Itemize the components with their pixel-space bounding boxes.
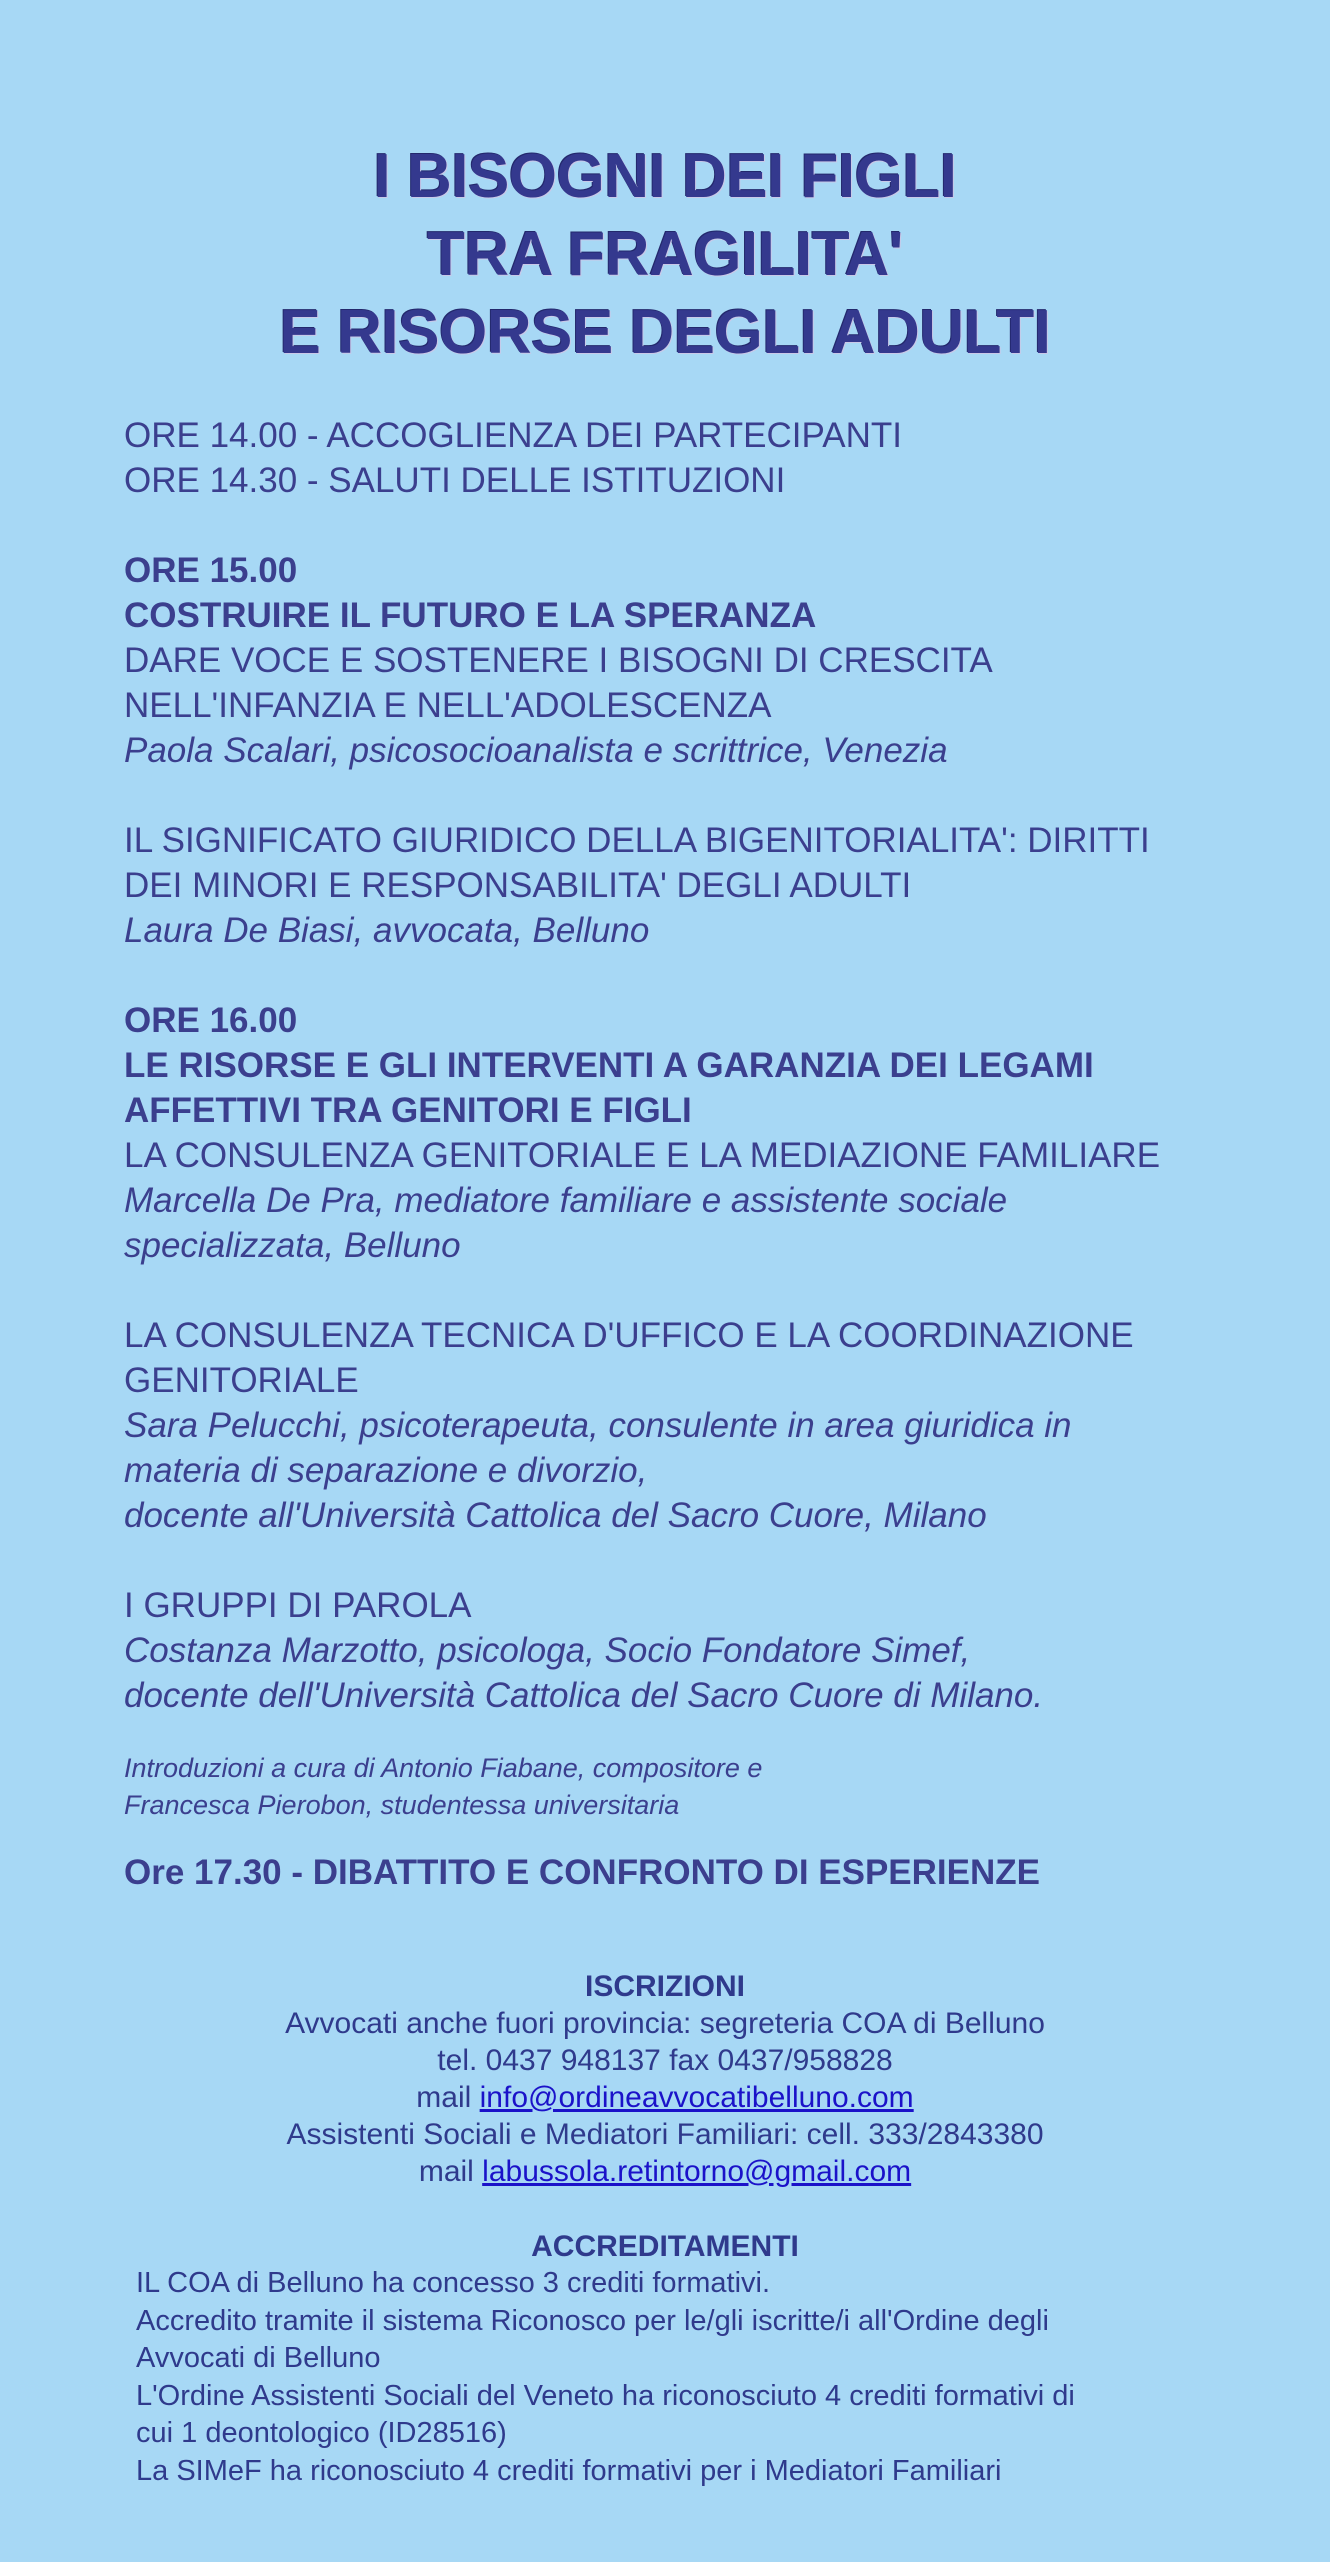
debate-session: Ore 17.30 - DIBATTITO E CONFRONTO DI ESPERIENZE <box>124 1853 1040 1892</box>
talk-title: DEI MINORI E RESPONSABILITA' DEGLI ADULTI <box>124 866 912 905</box>
session2-time: ORE 16.00 <box>124 1001 298 1040</box>
registration-heading: ISCRIZIONI <box>584 1970 745 2003</box>
mail-label: mail <box>418 2155 483 2188</box>
accreditation-heading: ACCREDITAMENTI <box>531 2230 799 2263</box>
accreditation-line: La SIMeF ha riconosciuto 4 crediti formativi per i Mediatori Familiari <box>136 2454 1002 2487</box>
session2-title: LE RISORSE E GLI INTERVENTI A GARANZIA DEI LEGAMI <box>124 1046 1094 1085</box>
speaker: specializzata, Belluno <box>124 1226 461 1265</box>
registration-mail-line <box>0 2153 1330 2190</box>
speaker: Sara Pelucchi, psicoterapeuta, consulente in area giuridica in <box>124 1406 1072 1445</box>
talk-title: DARE VOCE E SOSTENERE I BISOGNI DI CRESCITA <box>124 641 993 680</box>
accreditation-line: Avvocati di Belluno <box>136 2342 381 2374</box>
talk-title: LA CONSULENZA GENITORIALE E LA MEDIAZIONE FAMILIARE <box>124 1136 1161 1175</box>
session1-time: ORE 15.00 <box>124 551 298 590</box>
accreditation-line: Accredito tramite il sistema Riconosco per le/gli iscritte/i all'Ordine degli <box>136 2304 1049 2337</box>
speaker: materia di separazione e divorzio, <box>124 1451 648 1490</box>
registration-line: tel. 0437 948137 fax 0437/958828 <box>437 2044 893 2077</box>
schedule-greetings: ORE 14.30 - SALUTI DELLE ISTITUZIONI <box>124 461 786 500</box>
speaker: docente dell'Università Cattolica del Sacro Cuore di Milano. <box>124 1676 1044 1715</box>
schedule-welcome: ORE 14.00 - ACCOGLIENZA DEI PARTECIPANTI <box>124 416 902 455</box>
registration-mail-line <box>0 2079 1330 2116</box>
title-line: I BISOGNI DEI FIGLI <box>373 142 957 211</box>
session1-title: COSTRUIRE IL FUTURO E LA SPERANZA <box>124 596 817 635</box>
intro-note: Introduzioni a cura di Antonio Fiabane, compositore e <box>124 1753 763 1783</box>
talk-title: GENITORIALE <box>124 1361 359 1400</box>
title-line: E RISORSE DEGLI ADULTI <box>279 298 1051 367</box>
talk-title: NELL'INFANZIA E NELL'ADOLESCENZA <box>124 686 772 725</box>
accreditation-line: cui 1 deontologico (ID28516) <box>136 2417 507 2449</box>
page-title <box>0 138 1330 372</box>
intro-note: Francesca Pierobon, studentessa universitaria <box>124 1790 680 1820</box>
title-line: TRA FRAGILITA' <box>426 220 904 289</box>
talk-title: I GRUPPI DI PAROLA <box>124 1586 472 1625</box>
accreditation-line: L'Ordine Assistenti Sociali del Veneto ha riconosciuto 4 crediti formativi di <box>136 2379 1075 2412</box>
email-link-social[interactable]: labussola.retintorno@gmail.com <box>482 2155 912 2188</box>
accreditation-line: IL COA di Belluno ha concesso 3 crediti formativi. <box>136 2267 771 2299</box>
speaker: docente all'Università Cattolica del Sacro Cuore, Milano <box>124 1496 987 1535</box>
accreditation-section <box>136 2265 1246 2490</box>
registration-line: Assistenti Sociali e Mediatori Familiari: cell. 333/2843380 <box>286 2118 1044 2151</box>
program <box>124 413 1244 1895</box>
speaker: Marcella De Pra, mediatore familiare e assistente sociale <box>124 1181 1008 1220</box>
registration-section <box>0 1968 1330 2190</box>
registration-line: Avvocati anche fuori provincia: segreteria COA di Belluno <box>285 2007 1045 2040</box>
speaker: Paola Scalari, psicosocioanalista e scrittrice, Venezia <box>124 731 948 770</box>
talk-title: IL SIGNIFICATO GIURIDICO DELLA BIGENITORIALITA': DIRITTI <box>124 821 1150 860</box>
session2-title: AFFETTIVI TRA GENITORI E FIGLI <box>124 1091 692 1130</box>
email-link-coa[interactable]: info@ordineavvocatibelluno.com <box>479 2081 914 2114</box>
talk-title: LA CONSULENZA TECNICA D'UFFICO E LA COORDINAZIONE <box>124 1316 1134 1355</box>
speaker: Costanza Marzotto, psicologa, Socio Fondatore Simef, <box>124 1631 971 1670</box>
mail-label: mail <box>416 2081 480 2114</box>
speaker: Laura De Biasi, avvocata, Belluno <box>124 911 650 950</box>
